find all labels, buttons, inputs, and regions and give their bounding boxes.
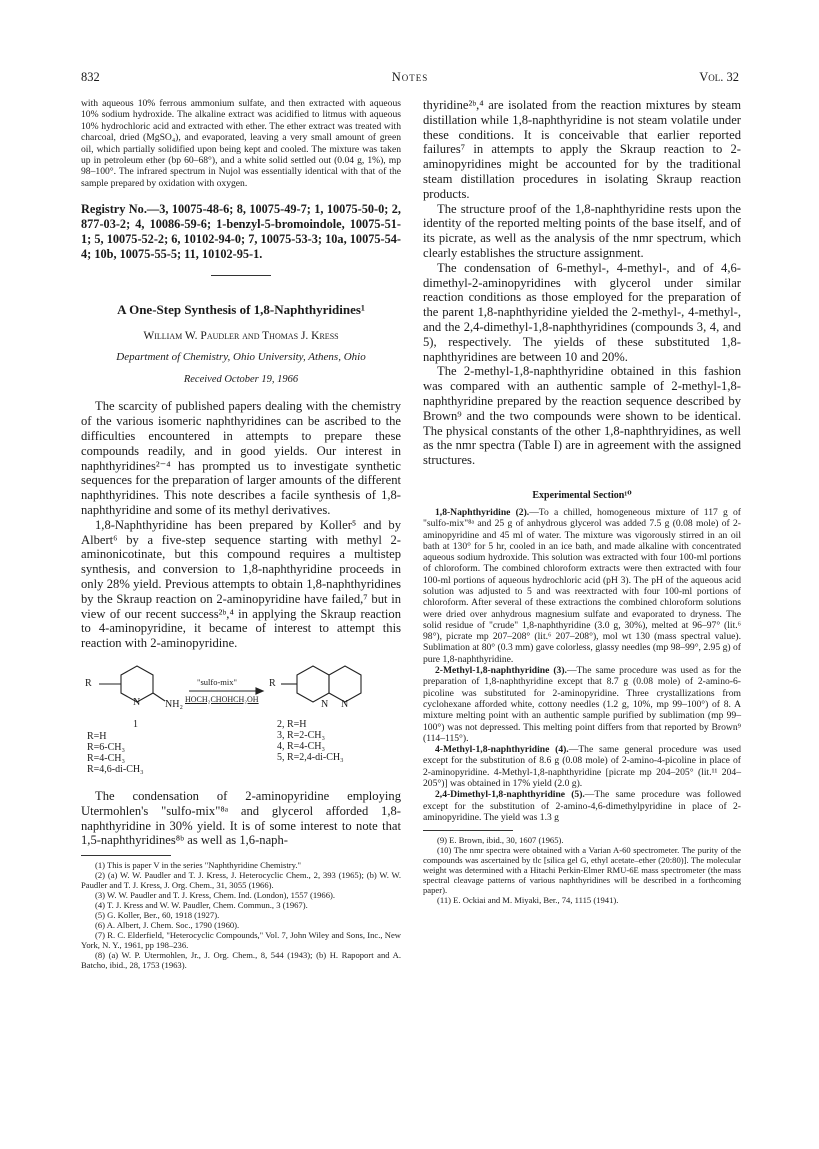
footnote: (5) G. Koller, Ber., 60, 1918 (1927).	[95, 910, 220, 921]
footnote-divider	[423, 830, 513, 831]
page-number: 832	[81, 70, 100, 84]
substituent-item: R=H	[87, 730, 107, 742]
registry-label: Registry No.	[81, 202, 147, 217]
page-header	[81, 70, 739, 86]
footnote: (10) The nmr spectra were obtained with a Varian A-60 spectrometer. The purity of the compounds was ascertained by tlc [silica gel G, ethyl acetate–ether (20:80)]. The molecular weight was determined with a Hitachi Perkin-Elmer RMU-6E mass spectrometer (the mass spectral cleavage patterns of various naphthyridines will be described in a forthcoming paper).	[423, 845, 741, 896]
footnote: (4) T. J. Kress and W. W. Paudler, Chem. Commun., 3 (1967).	[95, 900, 308, 911]
reagent-bottom: HOCH₂CHOHCH₂OH	[185, 694, 259, 704]
compound-title: 1,8-Naphthyridine (2).	[435, 506, 530, 518]
footnote: (2) (a) W. W. Paudler and T. J. Kress, J. Heterocyclic Chem., 2, 393 (1965); (b) W. W. Paudler and T. J. Kress, J. Org. Chem., 31, 3055 (1966).	[81, 870, 401, 891]
section-name: Notes	[391, 70, 429, 84]
compound-title: 2-Methyl-1,8-naphthyridine (3).	[435, 665, 567, 677]
compound-title: 2,4-Dimethyl-1,8-naphthyridine (5).	[435, 789, 585, 801]
footnote: (7) R. C. Elderfield, "Heterocyclic Compounds," Vol. 7, John Wiley and Sons, Inc., New York, N. Y., 1961, pp 198–236.	[81, 930, 401, 951]
experimental-heading: Experimental Section¹⁰	[532, 489, 632, 501]
amino-bond	[153, 693, 165, 701]
article-authors: William W. Paudler and Thomas J. Kress	[143, 330, 339, 343]
compound-number-1: 1	[133, 718, 138, 730]
substituent-item: R=6-CH₃	[87, 741, 126, 753]
n-label-right-2: N	[341, 698, 349, 710]
nh2-label: NH₂	[165, 698, 183, 710]
naphthyridine-ring-a	[297, 666, 329, 702]
naphthyridine-ring-b	[329, 666, 361, 702]
footnote: (9) E. Brown, ibid., 30, 1607 (1965).	[437, 835, 564, 846]
experimental-entry	[423, 665, 741, 744]
left-column	[81, 98, 401, 970]
substituent-item: R=4-CH₃	[87, 752, 126, 764]
footnote: (3) W. W. Paudler and T. J. Kress, Chem. Ind. (London), 1557 (1966).	[95, 890, 336, 901]
entry-text: —The same general procedure was used except for the substitution of 8.6 g (0.08 mole) of 2-amino-4-picoline in place of 2-aminopyridine. 4-Methyl-1,8-naphthyridine [picrate mp 204–205° (lit.¹¹ 204–205°)] was obtained in 17% yield (2.0 g).	[423, 744, 741, 790]
product-item: 5, R=2,4-di-CH₃	[277, 751, 344, 763]
body-paragraph-2: The structure proof of the 1,8-naphthyridine rests upon the identity of the reported melting points of the base itself, and of its picrate, as well as the analysis of the nmr spectrum, which clearly establishes the structure assignment.	[423, 201, 741, 260]
intro-paragraph-2: 1,8-Naphthyridine has been prepared by Koller⁵ and by Albert⁶ by a five-step sequence starting with methyl 2-aminonicotinate, but this compound requires a multistep synthesis, and conversion to 1,8-naphthyridine proceeds in only 28% yield. Previous attempts to obtain 1,8-naphthyridines by the Skraup reaction on 2-aminopyridine have failed,⁷ but in view of our recent success²ᵇ,⁴ in applying the Skraup reaction to 4-aminopyridine, it became of interest to attempt this reaction with 2-aminopyridine.	[81, 517, 401, 651]
footnotes-left	[81, 860, 401, 970]
footnote: (6) A. Albert, J. Chem. Soc., 1790 (1960).	[95, 920, 240, 931]
substituent-list-left	[87, 731, 144, 775]
footnote: (8) (a) W. P. Utermohlen, Jr., J. Org. Chem., 8, 544 (1943); (b) H. Rapoport and A. Batcho, ibid., 28, 1753 (1963).	[81, 950, 401, 971]
right-column	[423, 98, 741, 905]
intro-paragraph-3: The condensation of 2-aminopyridine employing Utermohlen's "sulfo-mix"⁸ᵃ and glycerol afforded 1,8-naphthyridine in 30% yield. It is of some interest to note that 1,5-naphthyridines⁸ᵇ as well as 1,6-naph-	[81, 788, 401, 848]
footnotes-right	[423, 835, 741, 905]
experimental-entry	[423, 507, 741, 665]
product-item: 4, R=4-CH₃	[277, 740, 326, 752]
r-label-left: R	[85, 677, 92, 689]
experimental-entry	[423, 744, 741, 789]
n-label-right-1: N	[321, 698, 329, 710]
reaction-scheme	[81, 661, 401, 789]
body-paragraph-3: The condensation of 6-methyl-, 4-methyl-, and of 4,6-dimethyl-2-aminopyridines with glycerol under similar reaction conditions as those employed for the preparation of the parent 1,8-naphthyridine yielded the 2-methyl-, 4-methyl-, and the 2,4-dimethyl-1,8-naphthyridines (compounds 3, 4, and 5), respectively. The yields of these substituted 1,8-naphthyridines are between 10 and 20%.	[423, 260, 741, 364]
section-divider	[211, 275, 271, 276]
footnote: (11) E. Ockiai and M. Miyaki, Ber., 74, 1115 (1941).	[437, 895, 619, 906]
product-item: 3, R=2-CH₃	[277, 729, 326, 741]
reagent-top: "sulfo-mix"	[197, 676, 237, 687]
entry-text: —To a chilled, homogeneous mixture of 117 g of "sulfo-mix"⁸ᵃ and 25 g of anhydrous glycerol was added 7.5 g (0.08 mole) of 2-aminopyridine and 45 ml of water. The mixture was vigorously stirred in an oil bath at 130° for 5 hr, cooled in an ice bath, and made alkaline with concentrated aqueous sodium hydroxide. This solution was extracted with four 100-ml portions of chloroform. The combined chloroform extracts were then extracted with four 100-ml portions of aqueous hydrochloric acid (pH 3). The pH of the aqueous acid solution was adjusted to 5 and was reextracted with four 100-ml portions of chloroform. After several of these extractions the combined chloroform solutions were dried over anhydrous magnesium sulfate and evaporated to dryness. The solid residue of "crude" 1,8-naphthyridine (3.0 g, 30%), melted at 96–97° (lit.⁶ 98°), picrate mp 207–208° (lit.⁶ 207–208°), mol wt 130 (mass spectral value). Sublimation at 80° (0.3 mm) gave colorless, glassy needles (mp 98–99°, 2.95 g) of pure 1,8-naphthyridine.	[423, 506, 741, 665]
product-item: 2, R=H	[277, 718, 307, 730]
r-label-right: R	[269, 677, 276, 689]
registry-numbers	[81, 202, 401, 261]
experimental-section	[423, 507, 741, 823]
experimental-entry	[423, 789, 741, 823]
footnote-divider	[81, 855, 171, 856]
intro-paragraph-1: The scarcity of published papers dealing with the chemistry of the various isomeric naphthyridines can be ascribed to the difficulties encountered in attempts to prepare these compounds readily, and in good yields. Our interest in naphthyridines²⁻⁴ has prompted us to investigate synthetic sequences for the preparation of larger amounts of the different naphthyridines. This note describes a facile synthesis of 1,8-naphthyridine and some of its methyl derivatives.	[81, 399, 401, 518]
n-label-left: N	[133, 696, 141, 708]
body-paragraph-1: thyridine²ᵇ,⁴ are isolated from the reaction mixtures by steam distillation while 1,8-naphthyridine is not steam volatile under these conditions. It is conceivable that earlier reported failures⁷ in attempts to apply the Skraup reaction to 2-aminopyridines might be accounted for by the traditional steam distillation procedures in isolating Skraup reaction products.	[423, 98, 741, 201]
substituent-item: R=4,6-di-CH₃	[87, 763, 144, 775]
entry-text: —The same procedure was followed except for the substitution of 2-amino-4,6-dimethylpyridine in place of 2-aminopyridine. The yield was 1.3 g	[423, 789, 741, 823]
entry-text: —The same procedure was used as for the preparation of 1,8-naphthyridine except that 8.7 g (0.08 mole) of 2-amino-6-picoline was substituted for 2-aminopyridine. Three crystallizations from cyclohexane afforded white, cottony needles (1.2 g, 10%, mp 99–100°) of 8. A mixture melting point with an authentic sample purified by sublimation (mp 99–100°) was not depressed. This melting point differs from that reported by Brown⁹ (114–115°).	[423, 665, 741, 744]
received-date: Received October 19, 1966	[183, 374, 299, 386]
body-paragraph-4: The 2-methyl-1,8-naphthyridine obtained in this fashion was compared with an authentic sample of 2-methyl-1,8-naphthyridine prepared by the reaction sequence described by Brown⁹ and the two compounds were shown to be identical. The physical constants of the other 1,8-naphthryidines, as well as the nmr spectra (Table I) are in agreement with the assigned structures.	[423, 364, 741, 468]
affiliation: Department of Chemistry, Ohio University, Athens, Ohio	[116, 351, 366, 364]
article-title: A One-Step Synthesis of 1,8-Naphthyridines¹	[117, 302, 365, 318]
substituent-list-right	[277, 719, 344, 763]
registry-list: —3, 10075-48-6; 8, 10075-49-7; 1, 10075-50-0; 2, 877-03-2; 4, 10086-59-6; 1-benzyl-5-bromoindole, 10075-51-1; 5, 10075-52-2; 6, 10102-94-0; 7, 10075-53-3; 10a, 10075-54-4; 10b, 10075-55-5; 11, 10102-95-1.	[81, 202, 401, 261]
footnote: (1) This is paper V in the series "Naphthyridine Chemistry."	[95, 860, 301, 871]
continued-paragraph: with aqueous 10% ferrous ammonium sulfate, and then extracted with aqueous 10% sodium hydroxide. The alkaline extract was acidified to litmus with aqueous 10% hydrochloric acid and extracted with ether. The ether extract was treated with charcoal, dried (MgSO₄), and evaporated, leaving a very small amount of green oil, which partially solidified upon being kept and cooled. The mixture was taken up in petroleum ether (bp 60–68°), and a white solid settled out (0.04 g, 1%), mp 98–100°. The infrared spectrum in Nujol was essentially identical with that of the sample prepared by oxidation with oxygen.	[81, 98, 401, 189]
compound-title: 4-Methyl-1,8-naphthyridine (4).	[435, 744, 569, 756]
volume-label: Vol. 32	[699, 70, 739, 84]
